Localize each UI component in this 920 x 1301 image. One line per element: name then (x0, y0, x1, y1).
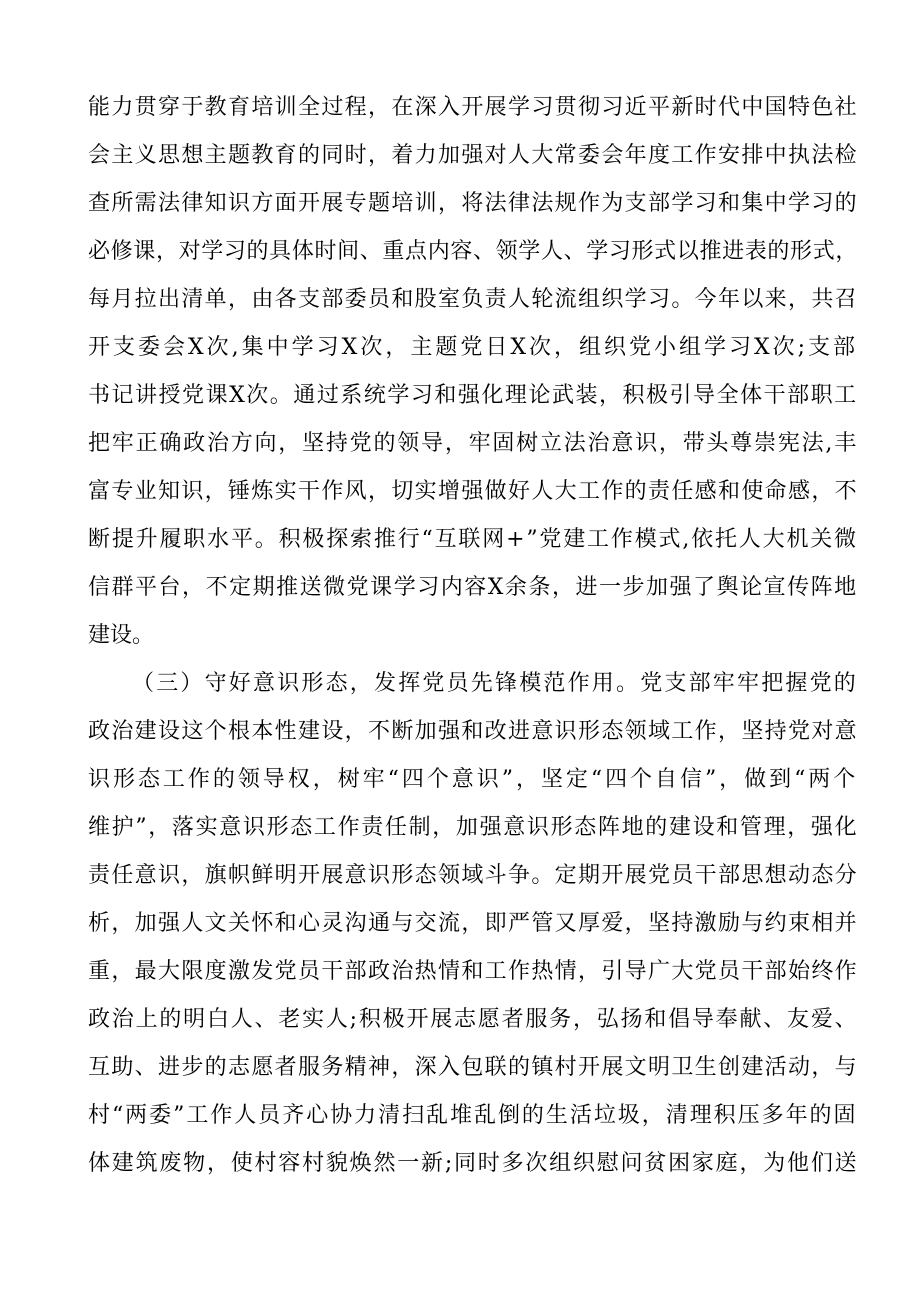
paragraph-2-line-2: 政治建设这个根本性建设，不断加强和改进意识形态领域工作，坚持党对意 (88, 719, 859, 744)
paragraph-1-line-12: 建设。 (88, 623, 155, 648)
paragraph-2-line-11: 体建筑废物，使村容村貌焕然一新;同时多次组织慰问贫困家庭，为他们送 (88, 1151, 859, 1176)
paragraph-2-line-6: 析，加强人文关怀和心灵沟通与交流，即严管又厚爱，坚持激励与约束相并 (88, 911, 859, 936)
paragraph-1-line-2: 会主义思想主题教育的同时，着力加强对人大常委会年度工作安排中执法检 (88, 143, 859, 168)
paragraph-1-line-9: 富专业知识，锤炼实干作风，切实增强做好人大工作的责任感和使命感，不 (88, 479, 859, 504)
paragraph-2-line-1: （三）守好意识形态，发挥党员先锋模范作用。党支部牢牢把握党的 (132, 671, 859, 696)
paragraph-1-line-3: 查所需法律知识方面开展专题培训，将法律法规作为支部学习和集中学习的 (88, 191, 859, 216)
paragraph-1-line-1: 能力贯穿于教育培训全过程，在深入开展学习贯彻习近平新时代中国特色社 (88, 95, 859, 120)
paragraph-2-line-5: 责任意识，旗帜鲜明开展意识形态领域斗争。定期开展党员干部思想动态分 (88, 863, 859, 888)
paragraph-1-line-5: 每月拉出清单，由各支部委员和股室负责人轮流组织学习。今年以来，共召 (88, 287, 859, 312)
paragraph-1-line-4: 必修课，对学习的具体时间、重点内容、领学人、学习形式以推进表的形式， (88, 239, 859, 264)
paragraph-2-line-9: 互助、进步的志愿者服务精神，深入包联的镇村开展文明卫生创建活动，与 (88, 1055, 859, 1080)
paragraph-1-line-11: 信群平台，不定期推送微党课学习内容X余条，进一步加强了舆论宣传阵地 (88, 575, 858, 600)
paragraph-1-line-8: 把牢正确政治方向，坚持党的领导，牢固树立法治意识，带头尊崇宪法,丰 (88, 431, 858, 456)
paragraph-1-line-6: 开支委会X次,集中学习X次，主题党日X次，组织党小组学习X次;支部 (88, 335, 859, 360)
paragraph-1-line-10: 断提升履职水平。积极探索推行“互联网+”党建工作模式,依托人大机关微 (88, 527, 858, 552)
paragraph-2-line-10: 村“两委”工作人员齐心协力清扫乱堆乱倒的生活垃圾，清理积压多年的固 (88, 1103, 858, 1128)
paragraph-1-line-7: 书记讲授党课X次。通过系统学习和强化理论武装，积极引导全体干部职工 (88, 383, 858, 408)
paragraph-2-line-7: 重，最大限度激发党员干部政治热情和工作热情，引导广大党员干部始终作 (88, 959, 859, 984)
paragraph-2-line-3: 识形态工作的领导权，树牢“四个意识”，坚定“四个自信”，做到“两个 (88, 767, 859, 792)
paragraph-2-line-8: 政治上的明白人、老实人;积极开展志愿者服务，弘扬和倡导奉献、友爱、 (88, 1007, 859, 1032)
paragraph-2-line-4: 维护”，落实意识形态工作责任制，加强意识形态阵地的建设和管理，强化 (88, 815, 859, 840)
